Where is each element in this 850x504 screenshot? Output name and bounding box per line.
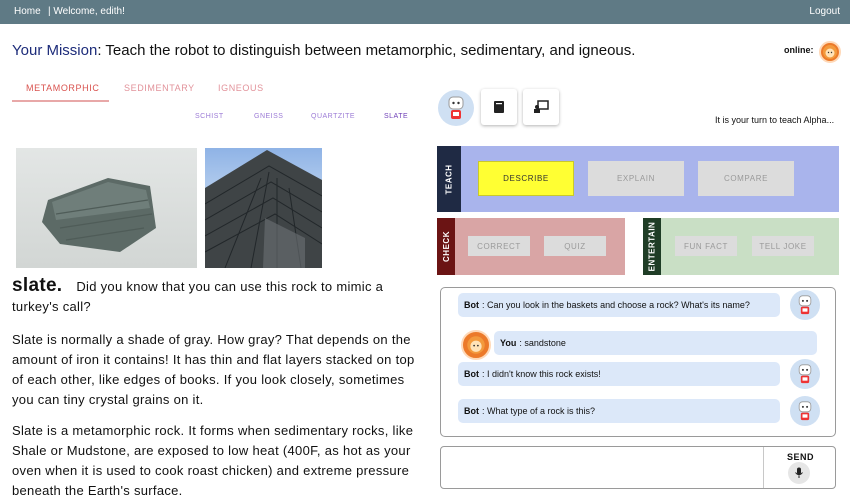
message-text: : What type of a rock is this?	[482, 406, 596, 416]
message-text: : Can you look in the baskets and choose a rock? What's its name?	[482, 300, 750, 310]
teacher-board-button[interactable]	[523, 89, 559, 125]
slate-rock-photo	[16, 148, 197, 268]
user-avatar	[819, 41, 841, 63]
home-link[interactable]: Home	[14, 6, 41, 17]
description-paragraph-2: Slate is a metamorphic rock. It forms when sedimentary rocks, like Shale or Mudstone, are exposed to low heat (400F, as hot as your oven when it is used to cook roast chicken) and extreme pressure beneath the Earth's surface.	[12, 423, 414, 498]
microphone-icon	[794, 467, 804, 479]
message-text: : I didn't know this rock exists!	[482, 369, 601, 379]
message-text: : sandstone	[519, 338, 566, 348]
tab-sedimentary[interactable]: SEDIMENTARY	[124, 83, 195, 93]
explain-button[interactable]: EXPLAIN	[588, 161, 684, 196]
subtab-slate[interactable]: SLATE	[384, 113, 409, 120]
describe-button[interactable]: DESCRIBE	[478, 161, 574, 196]
active-tab-indicator	[12, 100, 109, 102]
slate-roof-photo	[205, 148, 322, 268]
turn-status-text: It is your turn to teach Alpha...	[715, 115, 835, 125]
message-speaker: Bot	[464, 300, 479, 310]
robot-icon	[795, 399, 815, 423]
check-label	[437, 218, 455, 275]
microphone-button[interactable]	[788, 462, 810, 484]
rock-name-heading: slate.	[12, 275, 63, 296]
chat-message	[494, 331, 817, 355]
entertain-label-text: ENTERTAIN	[647, 221, 657, 272]
message-speaker: Bot	[464, 406, 479, 416]
user-avatar	[461, 330, 491, 360]
check-label-text: CHECK	[441, 231, 451, 262]
lion-icon	[822, 44, 838, 60]
chat-input[interactable]	[440, 446, 836, 489]
subtab-gneiss[interactable]: GNEISS	[254, 113, 284, 120]
fun-fact-button[interactable]: FUN FACT	[675, 236, 737, 256]
chat-message	[458, 293, 780, 317]
quiz-button[interactable]: QUIZ	[544, 236, 606, 256]
message-speaker: Bot	[464, 369, 479, 379]
chat-message	[458, 362, 780, 386]
logout-link[interactable]: Logout	[809, 6, 840, 17]
top-nav-bar	[0, 0, 850, 24]
mission-label: Your Mission	[12, 42, 98, 59]
mission-header	[12, 42, 635, 59]
send-divider	[763, 447, 764, 488]
robot-avatar	[790, 290, 820, 320]
tell-joke-button[interactable]: TELL JOKE	[752, 236, 814, 256]
subtab-quartzite[interactable]: QUARTZITE	[311, 113, 356, 120]
fun-question-text: Did you know that you can use this rock to mimic a turkey's call?	[12, 279, 384, 314]
tab-metamorphic[interactable]: METAMORPHIC	[26, 83, 100, 93]
compare-button[interactable]: COMPARE	[698, 161, 794, 196]
online-label: online:	[784, 45, 814, 55]
robot-icon	[444, 94, 468, 122]
teach-label	[437, 146, 461, 212]
welcome-text: | Welcome, edith!	[48, 6, 125, 17]
subtab-schist[interactable]: SCHIST	[195, 113, 224, 120]
message-speaker: You	[500, 338, 517, 348]
teach-label-text: TEACH	[444, 163, 454, 195]
robot-icon	[795, 293, 815, 317]
correct-button[interactable]: CORRECT	[468, 236, 530, 256]
send-button[interactable]: SEND	[787, 452, 815, 462]
book-button[interactable]	[481, 89, 517, 125]
chat-message	[458, 399, 780, 423]
teacher-board-icon	[533, 100, 549, 114]
robot-avatar	[438, 90, 474, 126]
mission-text: : Teach the robot to distinguish between metamorphic, sedimentary, and igneous.	[97, 42, 636, 59]
robot-icon	[795, 362, 815, 386]
robot-avatar	[790, 359, 820, 389]
description-paragraph-1: Slate is normally a shade of gray. How gray? That depends on the amount of iron it contains! It has thin and flat layers stacked on top of each other, like edges of books. If you look closely, sometimes you can tiny crystal grains on it.	[12, 332, 415, 407]
entertain-label	[643, 218, 661, 275]
lion-icon	[466, 335, 486, 355]
robot-avatar	[790, 396, 820, 426]
book-icon	[492, 100, 506, 114]
tab-igneous[interactable]: IGNEOUS	[218, 83, 264, 93]
rock-intro	[12, 276, 422, 317]
